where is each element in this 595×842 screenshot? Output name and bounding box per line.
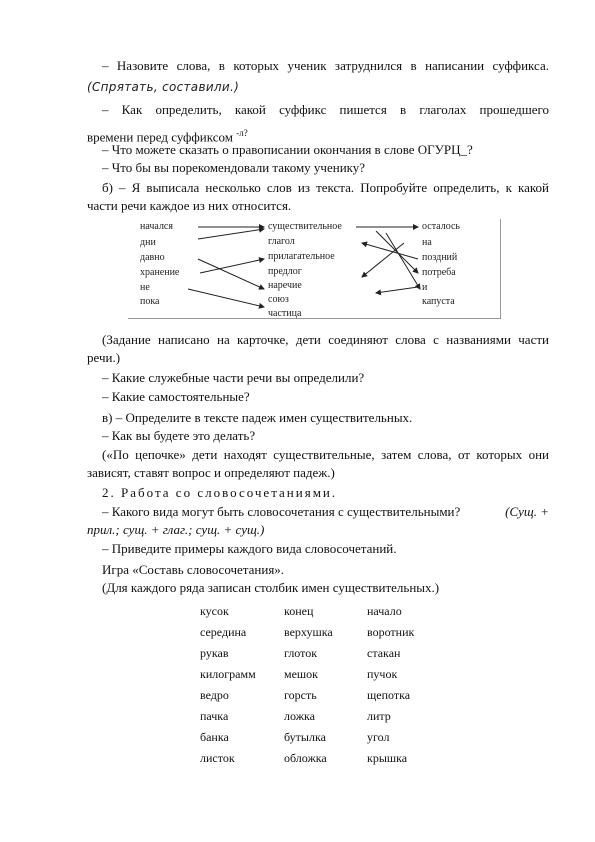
arrow-line [198,229,264,239]
question-how: – Как вы будете это делать? [102,428,256,443]
noun-word: верхушка [284,625,333,639]
arrow-line [188,289,264,307]
noun-word: обложка [284,751,327,765]
card-part-of-speech: союз [268,294,289,305]
card-part-of-speech: наречие [268,280,302,291]
game-title: Игра «Составь словосочетания». [102,562,285,577]
phrase-types-answer-start: (Сущ. + [505,504,549,519]
arrow-line [362,243,404,277]
card-word: не [140,282,150,293]
chain-note-line2: зависят, ставят вопрос и определяют падеж.) [87,465,335,480]
card-word: и [422,282,428,293]
noun-word: угол [367,730,390,744]
noun-word: щепотка [367,688,411,702]
arrow-line [200,259,264,273]
card-note-line2: речи.) [87,350,121,365]
noun-word: бутылка [284,730,326,744]
question-auxiliary: – Какие служебные части речи вы определили? [102,370,365,385]
noun-word: воротник [367,625,415,639]
noun-word: пачка [200,709,229,723]
question-phrase-types-text: – Какого вида могут быть словосочетания с существительными? [102,504,461,519]
card-part-of-speech: частица [268,308,302,319]
noun-word: глоток [284,646,318,660]
noun-word: мешок [284,667,318,681]
card-word: хранение [140,267,180,278]
arrow-line [386,233,420,289]
noun-word: банка [200,730,229,744]
noun-word: конец [284,604,314,618]
card-word: дни [140,237,156,248]
card-word: давно [140,252,165,263]
question-ending: – Что можете сказать о правописании окончания в слове ОГУРЦ_? [102,142,473,157]
question-independent: – Какие самостоятельные? [102,389,250,404]
noun-word: килограмм [200,667,256,681]
noun-word: горсть [284,688,317,702]
card-part-of-speech: существительное [268,221,342,232]
question-past-tense-text: времени перед суффиксом [87,129,234,145]
handwritten-answer: (Спрятать, составили.) [87,80,240,94]
card-note-line1: (Задание написано на карточке, дети соединяют слова с названиями части [102,332,549,347]
noun-word: ложка [284,709,315,723]
card-word: пока [140,296,160,307]
task-b-line1: б) – Я выписала несколько слов из текста. Попробуйте определить, к какой [102,180,549,195]
question-recommend: – Что бы вы порекомендовали такому ученику? [102,160,366,175]
arrow-line [376,287,418,293]
card-word: потреба [422,267,456,278]
card-word: на [422,237,432,248]
suffix-mark: -л? [236,128,248,138]
noun-word: кусок [200,604,229,618]
card-word: начался [140,221,173,232]
noun-word: стакан [367,646,401,660]
noun-word: рукав [200,646,229,660]
matching-card [128,219,501,319]
game-note: (Для каждого ряда записан столбик имен существительных.) [102,580,440,595]
chain-note-line1: («По цепочке» дети находят существительные, затем слова, от которых они [102,447,549,462]
noun-word: крышка [367,751,408,765]
noun-word: середина [200,625,247,639]
task-examples: – Приведите примеры каждого вида словосочетаний. [102,541,397,556]
noun-word: ведро [200,688,229,702]
question-phrase-types-line1 [102,504,549,520]
matching-arrows [128,219,500,318]
card-part-of-speech: глагол [268,236,295,247]
phrase-types-answer-end: прил.; сущ. + глаг.; сущ. + сущ.) [87,522,265,537]
card-part-of-speech: предлог [268,266,302,277]
section-heading: 2. Работа со словосочетаниями. [102,485,338,500]
noun-word: листок [200,751,235,765]
card-part-of-speech: прилагательное [268,251,335,262]
noun-word: пучок [367,667,398,681]
question-suffix: – Назовите слова, в которых ученик затруднился в написании суффикса. [102,58,549,73]
card-word: поздний [422,252,458,263]
task-c: в) – Определите в тексте падеж имен существительных. [102,410,413,425]
task-b-line2: части речи каждое из них относится. [87,198,292,213]
card-word: капуста [422,296,455,307]
card-word: осталось [422,221,460,232]
noun-word: литр [367,709,391,723]
arrow-line [198,259,264,289]
noun-word: начало [367,604,402,618]
question-past-tense-line1: – Как определить, какой суффикс пишется в глаголах прошедшего [102,102,549,117]
